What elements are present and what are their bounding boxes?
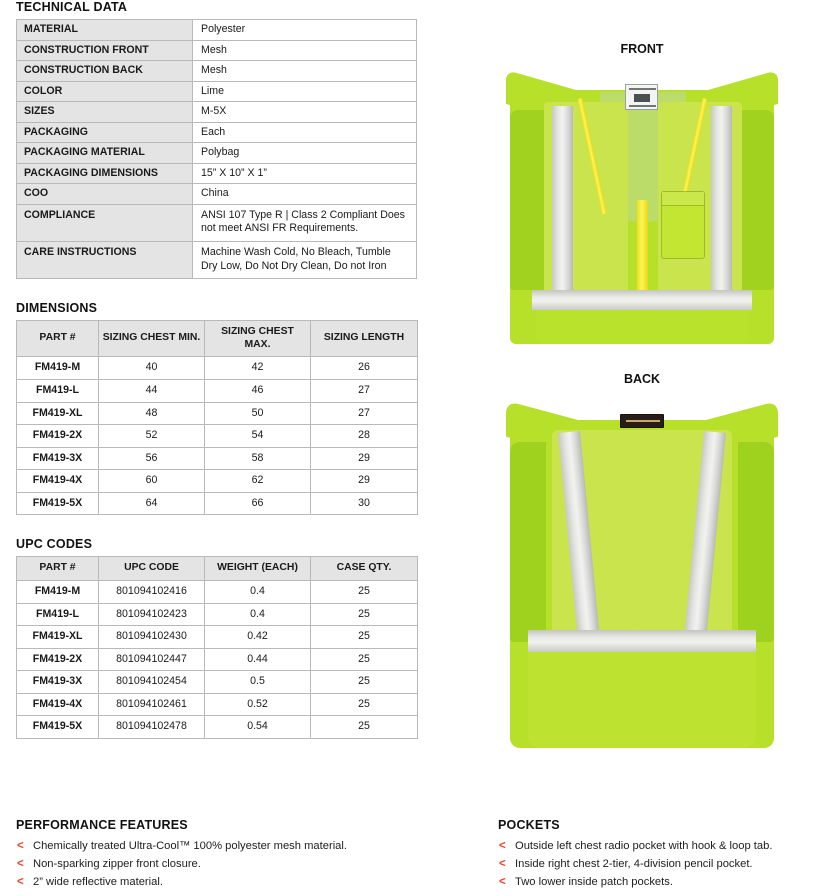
neck-label-front (625, 84, 658, 110)
row-label: SIZES (17, 102, 193, 123)
cell-chest-min: 44 (99, 380, 205, 403)
product-views-column (440, 0, 830, 752)
chevron-left-bullet-icon: < (17, 858, 24, 871)
chevron-left-bullet-icon: < (499, 876, 506, 889)
row-label: PACKAGING DIMENSIONS (17, 163, 193, 184)
vest-side-panel-right-back (738, 442, 774, 642)
cell-part: FM419-2X (17, 648, 99, 671)
upc-codes-title: UPC CODES (16, 537, 93, 552)
cell-length: 27 (311, 380, 418, 403)
cell-weight: 0.4 (205, 581, 311, 604)
table-row (17, 61, 417, 82)
cell-length: 28 (311, 425, 418, 448)
column-header: WEIGHT (EACH) (205, 557, 311, 581)
list-item (498, 837, 828, 855)
cell-part: FM419-5X (17, 492, 99, 515)
chevron-left-bullet-icon: < (17, 876, 24, 889)
table-row (17, 102, 417, 123)
table-row (17, 447, 418, 470)
cell-upc: 801094102430 (99, 626, 205, 649)
list-item-text: Chemically treated Ultra-Cool™ 100% polyester mesh material. (33, 840, 347, 852)
row-value: Mesh (193, 61, 417, 82)
cell-length: 30 (311, 492, 418, 515)
table-row (17, 671, 418, 694)
cell-part: FM419-2X (17, 425, 99, 448)
performance-features-list (16, 837, 436, 891)
table-row (17, 470, 418, 493)
cell-case-qty: 25 (311, 716, 418, 739)
performance-features-title: PERFORMANCE FEATURES (16, 818, 188, 832)
vest-side-panel-right (740, 110, 774, 290)
cell-upc: 801094102416 (99, 581, 205, 604)
row-label: CONSTRUCTION FRONT (17, 40, 193, 61)
row-label: CONSTRUCTION BACK (17, 61, 193, 82)
vest-side-panel-left-back (510, 442, 546, 642)
upc-codes-table (16, 556, 418, 739)
cell-upc: 801094102461 (99, 693, 205, 716)
cell-length: 26 (311, 357, 418, 380)
list-item-text: Outside left chest radio pocket with hook & loop tab. (515, 840, 773, 852)
pockets-list (498, 837, 828, 891)
cell-weight: 0.4 (205, 603, 311, 626)
cell-part: FM419-3X (17, 671, 99, 694)
list-item-text: Inside right chest 2-tier, 4-division pencil pocket. (515, 858, 753, 871)
cell-case-qty: 25 (311, 581, 418, 604)
back-view-label: BACK (623, 372, 661, 386)
row-value: Polybag (193, 143, 417, 164)
cell-length: 27 (311, 402, 418, 425)
dimensions-title: DIMENSIONS (16, 301, 98, 316)
list-item (16, 855, 436, 873)
cell-length: 29 (311, 470, 418, 493)
row-value: M-5X (193, 102, 417, 123)
cell-case-qty: 25 (311, 648, 418, 671)
row-value: Polyester (193, 20, 417, 41)
vest-side-panel-left (510, 110, 544, 290)
column-header: SIZING CHEST MAX. (205, 321, 311, 357)
pockets-title: POCKETS (498, 818, 560, 832)
table-row (17, 648, 418, 671)
cell-upc: 801094102423 (99, 603, 205, 626)
row-value: China (193, 184, 417, 205)
column-header: PART # (17, 321, 99, 357)
table-header-row (17, 557, 418, 581)
cell-upc: 801094102454 (99, 671, 205, 694)
table-row (17, 20, 417, 41)
cell-upc: 801094102478 (99, 716, 205, 739)
cell-case-qty: 25 (311, 671, 418, 694)
cell-chest-min: 40 (99, 357, 205, 380)
cell-part: FM419-5X (17, 716, 99, 739)
pockets-section (498, 818, 828, 891)
dimensions-table (16, 320, 418, 515)
reflective-stripe-vertical-right (711, 106, 732, 302)
cell-weight: 0.52 (205, 693, 311, 716)
row-value: Mesh (193, 40, 417, 61)
list-item-text: Two lower inside patch pockets. (515, 876, 673, 889)
cell-case-qty: 25 (311, 693, 418, 716)
technical-data-title: TECHNICAL DATA (16, 0, 128, 14)
cell-part: FM419-L (17, 380, 99, 403)
list-item (16, 873, 436, 891)
column-header: SIZING CHEST MIN. (99, 321, 205, 357)
table-row (17, 163, 417, 184)
table-row (17, 716, 418, 739)
table-row (17, 603, 418, 626)
table-row (17, 122, 417, 143)
cell-chest-max: 50 (205, 402, 311, 425)
cell-chest-min: 56 (99, 447, 205, 470)
column-header: CASE QTY. (311, 557, 418, 581)
table-row (17, 581, 418, 604)
reflective-stripe-vertical-left (552, 106, 573, 302)
cell-part: FM419-M (17, 357, 99, 380)
front-view-label: FRONT (620, 42, 664, 56)
table-row (17, 380, 418, 403)
list-item-text: 2” wide reflective material. (33, 876, 163, 889)
cell-weight: 0.42 (205, 626, 311, 649)
row-label: MATERIAL (17, 20, 193, 41)
list-item (498, 873, 828, 891)
cell-part: FM419-4X (17, 693, 99, 716)
vest-lower-skirt-back (528, 652, 756, 748)
cell-weight: 0.54 (205, 716, 311, 739)
cell-part: FM419-4X (17, 470, 99, 493)
technical-data-table (16, 19, 417, 279)
table-row (17, 492, 418, 515)
row-label: PACKAGING (17, 122, 193, 143)
reflective-stripe-horizontal-front (532, 290, 752, 310)
list-item (498, 855, 828, 873)
table-row (17, 143, 417, 164)
vest-lower-skirt (536, 310, 748, 344)
cell-part: FM419-XL (17, 402, 99, 425)
column-header: PART # (17, 557, 99, 581)
row-label: COO (17, 184, 193, 205)
row-label: COLOR (17, 81, 193, 102)
collar-brand-label (620, 414, 664, 428)
cell-part: FM419-L (17, 603, 99, 626)
table-row (17, 204, 417, 241)
row-value: Each (193, 122, 417, 143)
row-value: ANSI 107 Type R | Class 2 Compliant Does not meet ANSI FR Requirements. (193, 204, 417, 241)
table-row (17, 402, 418, 425)
vest-back-image (492, 402, 792, 752)
reflective-stripe-horizontal-back (528, 630, 756, 652)
cell-chest-max: 62 (205, 470, 311, 493)
performance-features-section (16, 818, 436, 891)
cell-chest-min: 52 (99, 425, 205, 448)
row-label: COMPLIANCE (17, 204, 193, 241)
cell-chest-max: 42 (205, 357, 311, 380)
cell-case-qty: 25 (311, 603, 418, 626)
cell-part: FM419-XL (17, 626, 99, 649)
cell-chest-max: 66 (205, 492, 311, 515)
cell-chest-max: 58 (205, 447, 311, 470)
table-row (17, 626, 418, 649)
list-item (16, 837, 436, 855)
column-header: UPC CODE (99, 557, 205, 581)
cell-chest-min: 60 (99, 470, 205, 493)
row-value: Lime (193, 81, 417, 102)
cell-chest-min: 48 (99, 402, 205, 425)
cell-case-qty: 25 (311, 626, 418, 649)
table-row (17, 40, 417, 61)
vest-front-image (492, 72, 792, 344)
table-row (17, 357, 418, 380)
table-row (17, 425, 418, 448)
table-row (17, 693, 418, 716)
list-item-text: Non-sparking zipper front closure. (33, 858, 201, 871)
cell-part: FM419-3X (17, 447, 99, 470)
chest-pocket-flap (662, 192, 704, 205)
chevron-left-bullet-icon: < (499, 840, 506, 852)
table-header-row (17, 321, 418, 357)
row-label: CARE INSTRUCTIONS (17, 242, 193, 279)
cell-part: FM419-M (17, 581, 99, 604)
chevron-left-bullet-icon: < (499, 858, 506, 871)
row-value: 15” X 10” X 1” (193, 163, 417, 184)
row-value: Machine Wash Cold, No Bleach, Tumble Dry Low, Do Not Dry Clean, Do not Iron (193, 242, 417, 279)
cell-weight: 0.5 (205, 671, 311, 694)
chevron-left-bullet-icon: < (17, 840, 24, 852)
cell-length: 29 (311, 447, 418, 470)
table-row (17, 242, 417, 279)
cell-upc: 801094102447 (99, 648, 205, 671)
row-label: PACKAGING MATERIAL (17, 143, 193, 164)
left-column (16, 0, 420, 739)
table-row (17, 184, 417, 205)
column-header: SIZING LENGTH (311, 321, 418, 357)
cell-weight: 0.44 (205, 648, 311, 671)
cell-chest-max: 46 (205, 380, 311, 403)
cell-chest-min: 64 (99, 492, 205, 515)
cell-chest-max: 54 (205, 425, 311, 448)
table-row (17, 81, 417, 102)
